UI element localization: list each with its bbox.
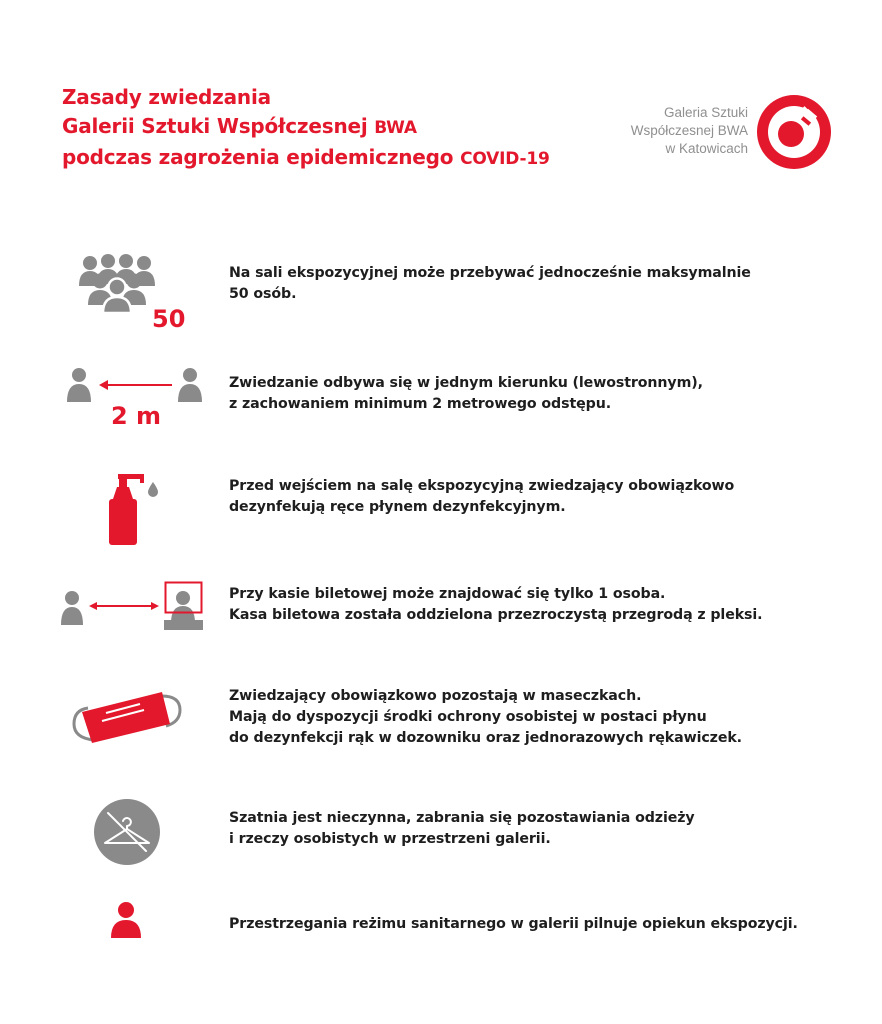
rule-line: Mają do dyspozycji środki ochrony osobistej w postaci płynu (229, 709, 707, 725)
face-mask-icon (70, 688, 186, 746)
rule-text-supervision (229, 914, 798, 935)
gallery-name (600, 104, 748, 158)
title-line-3 (62, 143, 550, 174)
rule-text-capacity (229, 263, 751, 305)
ticket-counter-icon (58, 580, 208, 630)
rule-line: Kasa biletowa została oddzielona przezroczystą przegrodą z pleksi. (229, 607, 763, 623)
gallery-name-line-2: Współczesnej BWA (630, 123, 748, 138)
people-group-icon (78, 253, 168, 313)
title-line-1: Zasady zwiedzania (62, 85, 271, 109)
rule-line: i rzeczy osobistych w przestrzeni galerii. (229, 831, 551, 847)
rule-line: Na sali ekspozycyjnej może przebywać jednocześnie maksymalnie (229, 265, 751, 281)
max-visitors-badge: 50 (152, 305, 186, 333)
bwa-logo-icon (756, 94, 832, 170)
title-line-2-text: Galerii Sztuki Współczesnej (62, 114, 375, 138)
no-cloakroom-icon (94, 799, 160, 865)
rule-line: dezynfekują ręce płynem dezynfekcyjnym. (229, 499, 566, 515)
rule-line: 50 osób. (229, 286, 297, 302)
distance-badge: 2 m (111, 402, 162, 430)
title-line-2 (62, 112, 550, 143)
rule-line: Zwiedzanie odbywa się w jednym kierunku (lewostronnym), (229, 375, 703, 391)
title-line-3-abbr: COVID-19 (460, 149, 550, 169)
rule-line: Zwiedzający obowiązkowo pozostają w maseczkach. (229, 688, 642, 704)
rule-text-disinfection (229, 476, 734, 518)
rule-text-ticket-office (229, 584, 762, 626)
rule-line: Szatnia jest nieczynna, zabrania się pozostawiania odzieży (229, 810, 695, 826)
sanitizer-bottle-icon (106, 468, 162, 546)
gallery-name-line-3: w Katowicach (665, 141, 748, 156)
distance-icon (66, 366, 206, 406)
page-title (62, 83, 550, 174)
rule-line: Przy kasie biletowej może znajdować się tylko 1 osoba. (229, 586, 666, 602)
attendant-icon (109, 901, 143, 939)
title-line-3-text: podczas zagrożenia epidemicznego (62, 145, 461, 169)
rule-line: do dezynfekcji rąk w dozowniku oraz jednorazowych rękawiczek. (229, 730, 742, 746)
rule-line: Przed wejściem na salę ekspozycyjną zwiedzający obowiązkowo (229, 478, 735, 494)
title-line-2-abbr: BWA (374, 118, 417, 138)
rule-text-direction (229, 373, 703, 415)
gallery-name-line-1: Galeria Sztuki (663, 105, 748, 120)
rule-text-cloakroom (229, 808, 695, 850)
rule-line: Przestrzegania reżimu sanitarnego w galerii pilnuje opiekun ekspozycji. (229, 916, 798, 932)
rule-line: z zachowaniem minimum 2 metrowego odstępu. (229, 396, 612, 412)
rule-text-masks (229, 686, 742, 749)
